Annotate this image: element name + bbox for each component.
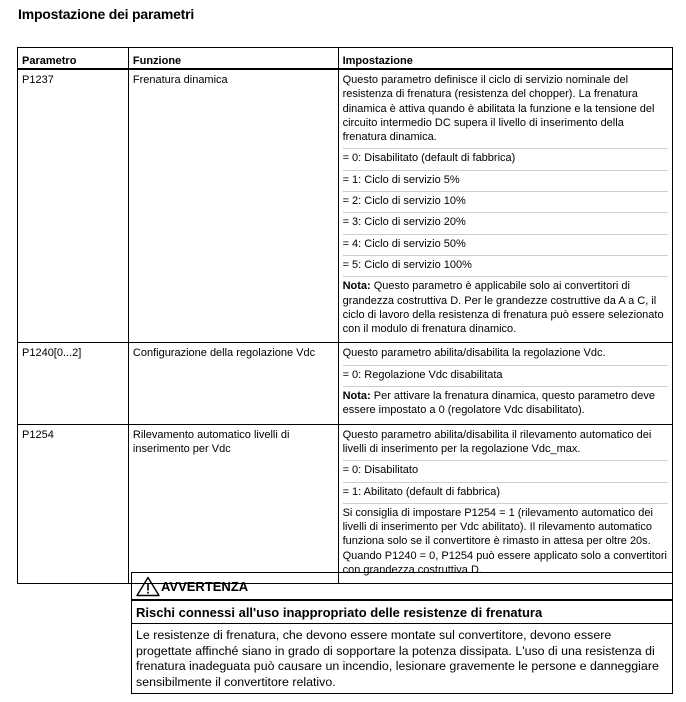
note-text: Per attivare la frenatura dinamica, questo parametro deve essere impostato a 0 (regolatore Vdc disabilitato).	[342, 390, 656, 417]
setting-line: = 0: Regolazione Vdc disabilitata	[343, 365, 668, 386]
page-title: Impostazione dei parametri	[18, 6, 195, 22]
setting-line: = 0: Disabilitato (default di fabbrica)	[343, 148, 668, 169]
header-impostazione: Impostazione	[338, 48, 672, 70]
setting-line: Si consiglia di impostare P1254 = 1 (rilevamento automatico dei livelli di inserimento per Vdc abilitato). Il rilevamento automatico funziona solo se il convertitore è rimasto in attesa per oltre 20s. Quando P1240 = 0, P1254 può essere applicato solo a convertitori con grandezza costruttiva D.	[343, 503, 668, 581]
setting-line: = 3: Ciclo di servizio 20%	[343, 212, 668, 233]
function-cell: Configurazione della regolazione Vdc	[128, 343, 338, 424]
warning-label: AVVERTENZA	[161, 578, 249, 594]
setting-line: = 1: Ciclo di servizio 5%	[343, 170, 668, 191]
settings-cell	[338, 424, 672, 584]
note-label: Nota:	[342, 280, 371, 293]
setting-line: = 0: Disabilitato	[343, 460, 668, 481]
header-parametro: Parametro	[18, 48, 129, 70]
settings-cell	[338, 343, 672, 424]
param-cell: P1240[0...2]	[18, 343, 129, 424]
setting-line: Questo parametro abilita/disabilita il rilevamento automatico dei livelli di inserimento per la regolazione Vdc_max.	[343, 428, 668, 461]
warning-subtitle: Rischi connessi all'uso inappropriato delle resistenze di frenatura	[131, 599, 673, 623]
setting-line: = 4: Ciclo di servizio 50%	[343, 234, 668, 255]
parameter-table	[17, 47, 673, 584]
setting-line: = 2: Ciclo di servizio 10%	[343, 191, 668, 212]
function-cell: Rilevamento automatico livelli di inserimento per Vdc	[128, 424, 338, 584]
note-label: Nota:	[342, 390, 371, 403]
note	[343, 276, 668, 340]
note-text: Questo parametro è applicabile solo ai convertitori di grandezza costruttiva D. Per le grandezze costruttive da A a C, il ciclo di lavoro della resistenza di frenatura può essere selezionato con il modulo di frenatura dinamico.	[342, 280, 664, 336]
note	[343, 386, 668, 422]
warning-triangle-icon	[136, 576, 160, 597]
setting-line: = 5: Ciclo di servizio 100%	[343, 255, 668, 276]
table-header-row	[18, 48, 673, 70]
table-row-p1240	[18, 343, 673, 424]
warning-box	[131, 572, 673, 694]
table-row-p1254	[18, 424, 673, 584]
setting-line: Questo parametro abilita/disabilita la regolazione Vdc.	[343, 346, 668, 364]
param-cell: P1254	[18, 424, 129, 584]
setting-line: = 1: Abilitato (default di fabbrica)	[343, 482, 668, 503]
function-cell: Frenatura dinamica	[128, 69, 338, 343]
warning-body: Le resistenze di frenatura, che devono essere montate sul convertitore, devono essere progettate affinché siano in grado di sopportare la potenza dissipata. L'uso di una resistenza di frenatura inadeguata può causare un incendio, lesionare gravemente le persone e danneggiare sensibilmente il convertitore relativo.	[131, 623, 673, 694]
header-funzione: Funzione	[128, 48, 338, 70]
table-row-p1237	[18, 69, 673, 343]
settings-cell	[338, 69, 672, 343]
warning-header	[131, 572, 673, 599]
setting-line: Questo parametro definisce il ciclo di servizio nominale del resistenza di frenatura (resistenza del chopper). La frenatura dinamica è attiva quando è abilitata la funzione e la tensione del circuito intermedio DC supera il livello di inserimento della frenatura dinamica.	[343, 73, 668, 148]
param-cell: P1237	[18, 69, 129, 343]
